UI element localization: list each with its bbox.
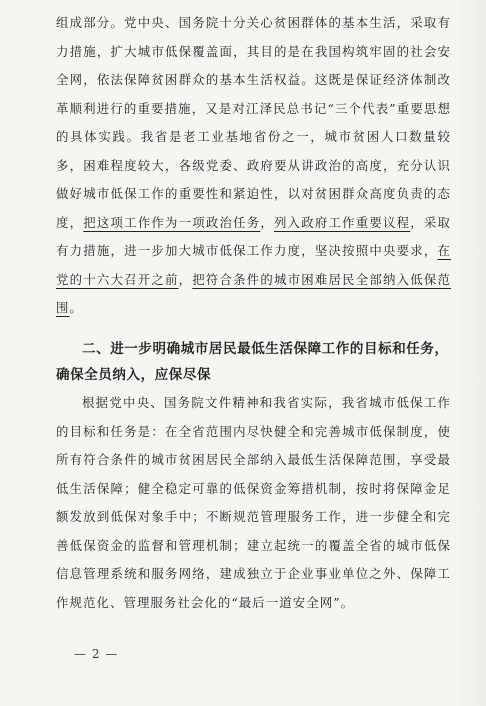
page-edge-shade bbox=[452, 0, 486, 706]
paragraph-1-text-a: 组成部分。党中央、国务院十分关心贫困群体的基本生活，采取有力措施，扩大城市低保覆盖面，其目的是在我国构筑牢固的社会安全网，依法保障贫困群众的基本生活权益。这既是保证经济体制改革顺利进行的重要措施，又是对江泽民总书记“三个代表”重要思想的具体实践。我省是老工业基地省份之一，城市贫困人口数量较多，困难程度较大，各级党委、政府要从讲政治的高度，充分认识做好城市低保工作的重要性和紧迫性，以对贫困群众高度负责的态度， bbox=[56, 15, 451, 230]
separator-2: ， bbox=[178, 271, 193, 287]
paragraph-2-text: 根据党中央、国务院文件精神和我省实际，我省城市低保工作的目标和任务是：在全省范围内尽快健全和完善城市低保制度，使所有符合条件的城市贫困居民全部纳入最低生活保障范围，享受最低生活保障；健全稳定可靠的低保资金筹措机制，按时将保障金足额发放到低保对象手中；不断规范管理服务工作，进一步健全和完善低保资金的监督和管理机制；建立起统一的覆盖全省的城市低保信息管理系统和服务网络，建成独立于企业事业单位之外、保障工作规范化、管理服务社会化的“最后一道安全网”。 bbox=[56, 395, 451, 610]
page-number: — 2 — bbox=[74, 647, 119, 661]
section-heading bbox=[56, 336, 456, 388]
section-heading-text: 二、进一步明确城市居民最低生活保障工作的目标和任务，确保全员纳入，应保尽保 bbox=[56, 341, 449, 383]
paragraph-2 bbox=[56, 389, 451, 617]
paragraph-1-text-b: ，采取有力措施，进一步加大城市低保工作力度，坚决按照中央要求， bbox=[56, 214, 451, 258]
underlined-phrase-1: 把这项工作作为一项政治任务 bbox=[83, 214, 261, 230]
underlined-phrase-4: 把符合条件的城市困难居民全部纳入低保范围 bbox=[56, 271, 451, 315]
underlined-phrase-2: 列入政府工作重要议程 bbox=[274, 214, 411, 230]
separator-1: ， bbox=[260, 214, 274, 230]
paragraph-1-end: 。 bbox=[69, 300, 83, 315]
paragraph-1 bbox=[56, 9, 451, 323]
underlined-phrase-3: 在党的十六大召开之前 bbox=[56, 243, 451, 287]
